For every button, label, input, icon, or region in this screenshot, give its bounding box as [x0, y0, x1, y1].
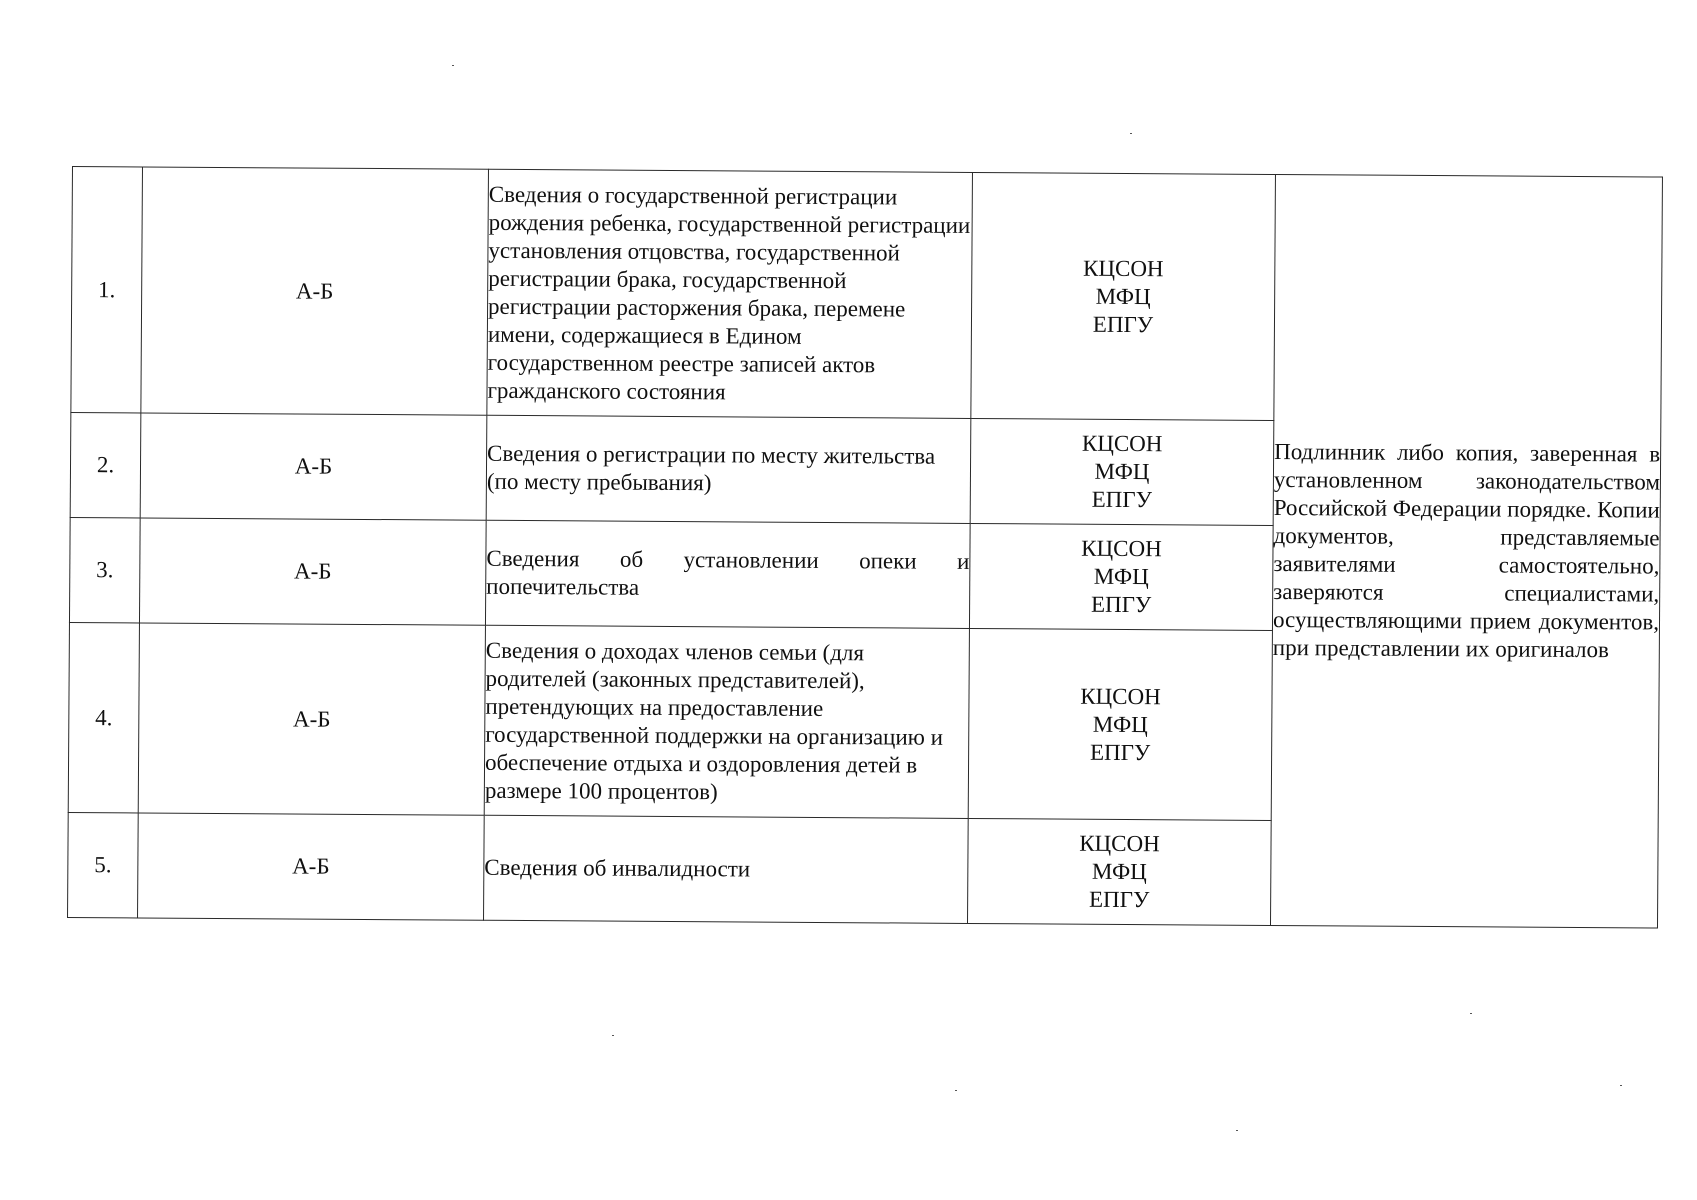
place-mfc: МФЦ	[1093, 563, 1149, 590]
row-description: Сведения о доходах членов семьи (для родителей (законных представителей), претендующих на предоставление государственной поддержки на организацию и обеспечение отдыха и оздоровления детей в размере 100 процентов)	[484, 625, 969, 818]
row-category: А-Б	[138, 623, 485, 815]
place-mfc: МФЦ	[1094, 458, 1150, 485]
scan-speck	[1470, 1013, 1472, 1014]
scan-speck	[452, 65, 454, 66]
row-submission-places	[969, 523, 1273, 630]
scan-speck	[955, 1090, 957, 1091]
place-epgu: ЕПГУ	[1088, 886, 1150, 913]
row-category: А-Б	[140, 413, 487, 520]
place-kcson: КЦСОН	[1079, 830, 1160, 857]
place-epgu: ЕПГУ	[1090, 591, 1152, 618]
row-submission-places	[968, 628, 1272, 820]
scan-speck	[1620, 1085, 1622, 1086]
row-submission-places	[970, 418, 1274, 525]
scan-speck	[1236, 1130, 1238, 1131]
place-mfc: МФЦ	[1091, 858, 1147, 885]
row-description: Сведения о государственной регистрации рождения ребенка, государственной регистрации установления отцовства, государственной регистрации брака, государственной регистрации расторжения брака, перемене имени, содержащиеся в Едином государственном реестре записей актов гражданского состояния	[487, 169, 973, 418]
scan-speck	[1130, 133, 1132, 134]
place-kcson: КЦСОН	[1082, 255, 1164, 281]
scan-speck	[612, 1035, 614, 1036]
row-description: Сведения об инвалидности	[484, 815, 969, 923]
place-epgu: ЕПГУ	[1092, 311, 1154, 337]
row-number: 2.	[70, 412, 141, 517]
place-kcson: КЦСОН	[1081, 430, 1163, 457]
row-number: 1.	[71, 167, 143, 413]
place-kcson: КЦСОН	[1081, 535, 1162, 562]
row-number: 4.	[68, 622, 139, 812]
document-requirements-note: Подлинник либо копия, заверенная в установленном законодательством Российской Федерации порядке. Копии документов, представляемые заявителями самостоятельно, заверяются специалистами, осуществляющими прием документов, при представлении их оригиналов	[1270, 174, 1662, 928]
row-submission-places	[967, 818, 1271, 925]
row-category: А-Б	[139, 518, 486, 625]
row-category: А-Б	[141, 167, 489, 415]
row-category: А-Б	[138, 813, 485, 920]
place-kcson: КЦСОН	[1080, 683, 1161, 709]
place-mfc: МФЦ	[1095, 283, 1151, 309]
place-mfc: МФЦ	[1092, 711, 1148, 737]
place-epgu: ЕПГУ	[1089, 739, 1151, 765]
row-number: 5.	[68, 812, 139, 917]
row-description: Сведения о регистрации по месту жительства (по месту пребывания)	[486, 415, 971, 523]
row-description: Сведения об установлении опеки и попечительства	[485, 520, 970, 628]
row-number: 3.	[69, 517, 140, 622]
place-epgu: ЕПГУ	[1091, 486, 1153, 513]
documents-table	[67, 166, 1663, 929]
table-row	[71, 167, 1663, 424]
row-submission-places	[971, 172, 1276, 420]
